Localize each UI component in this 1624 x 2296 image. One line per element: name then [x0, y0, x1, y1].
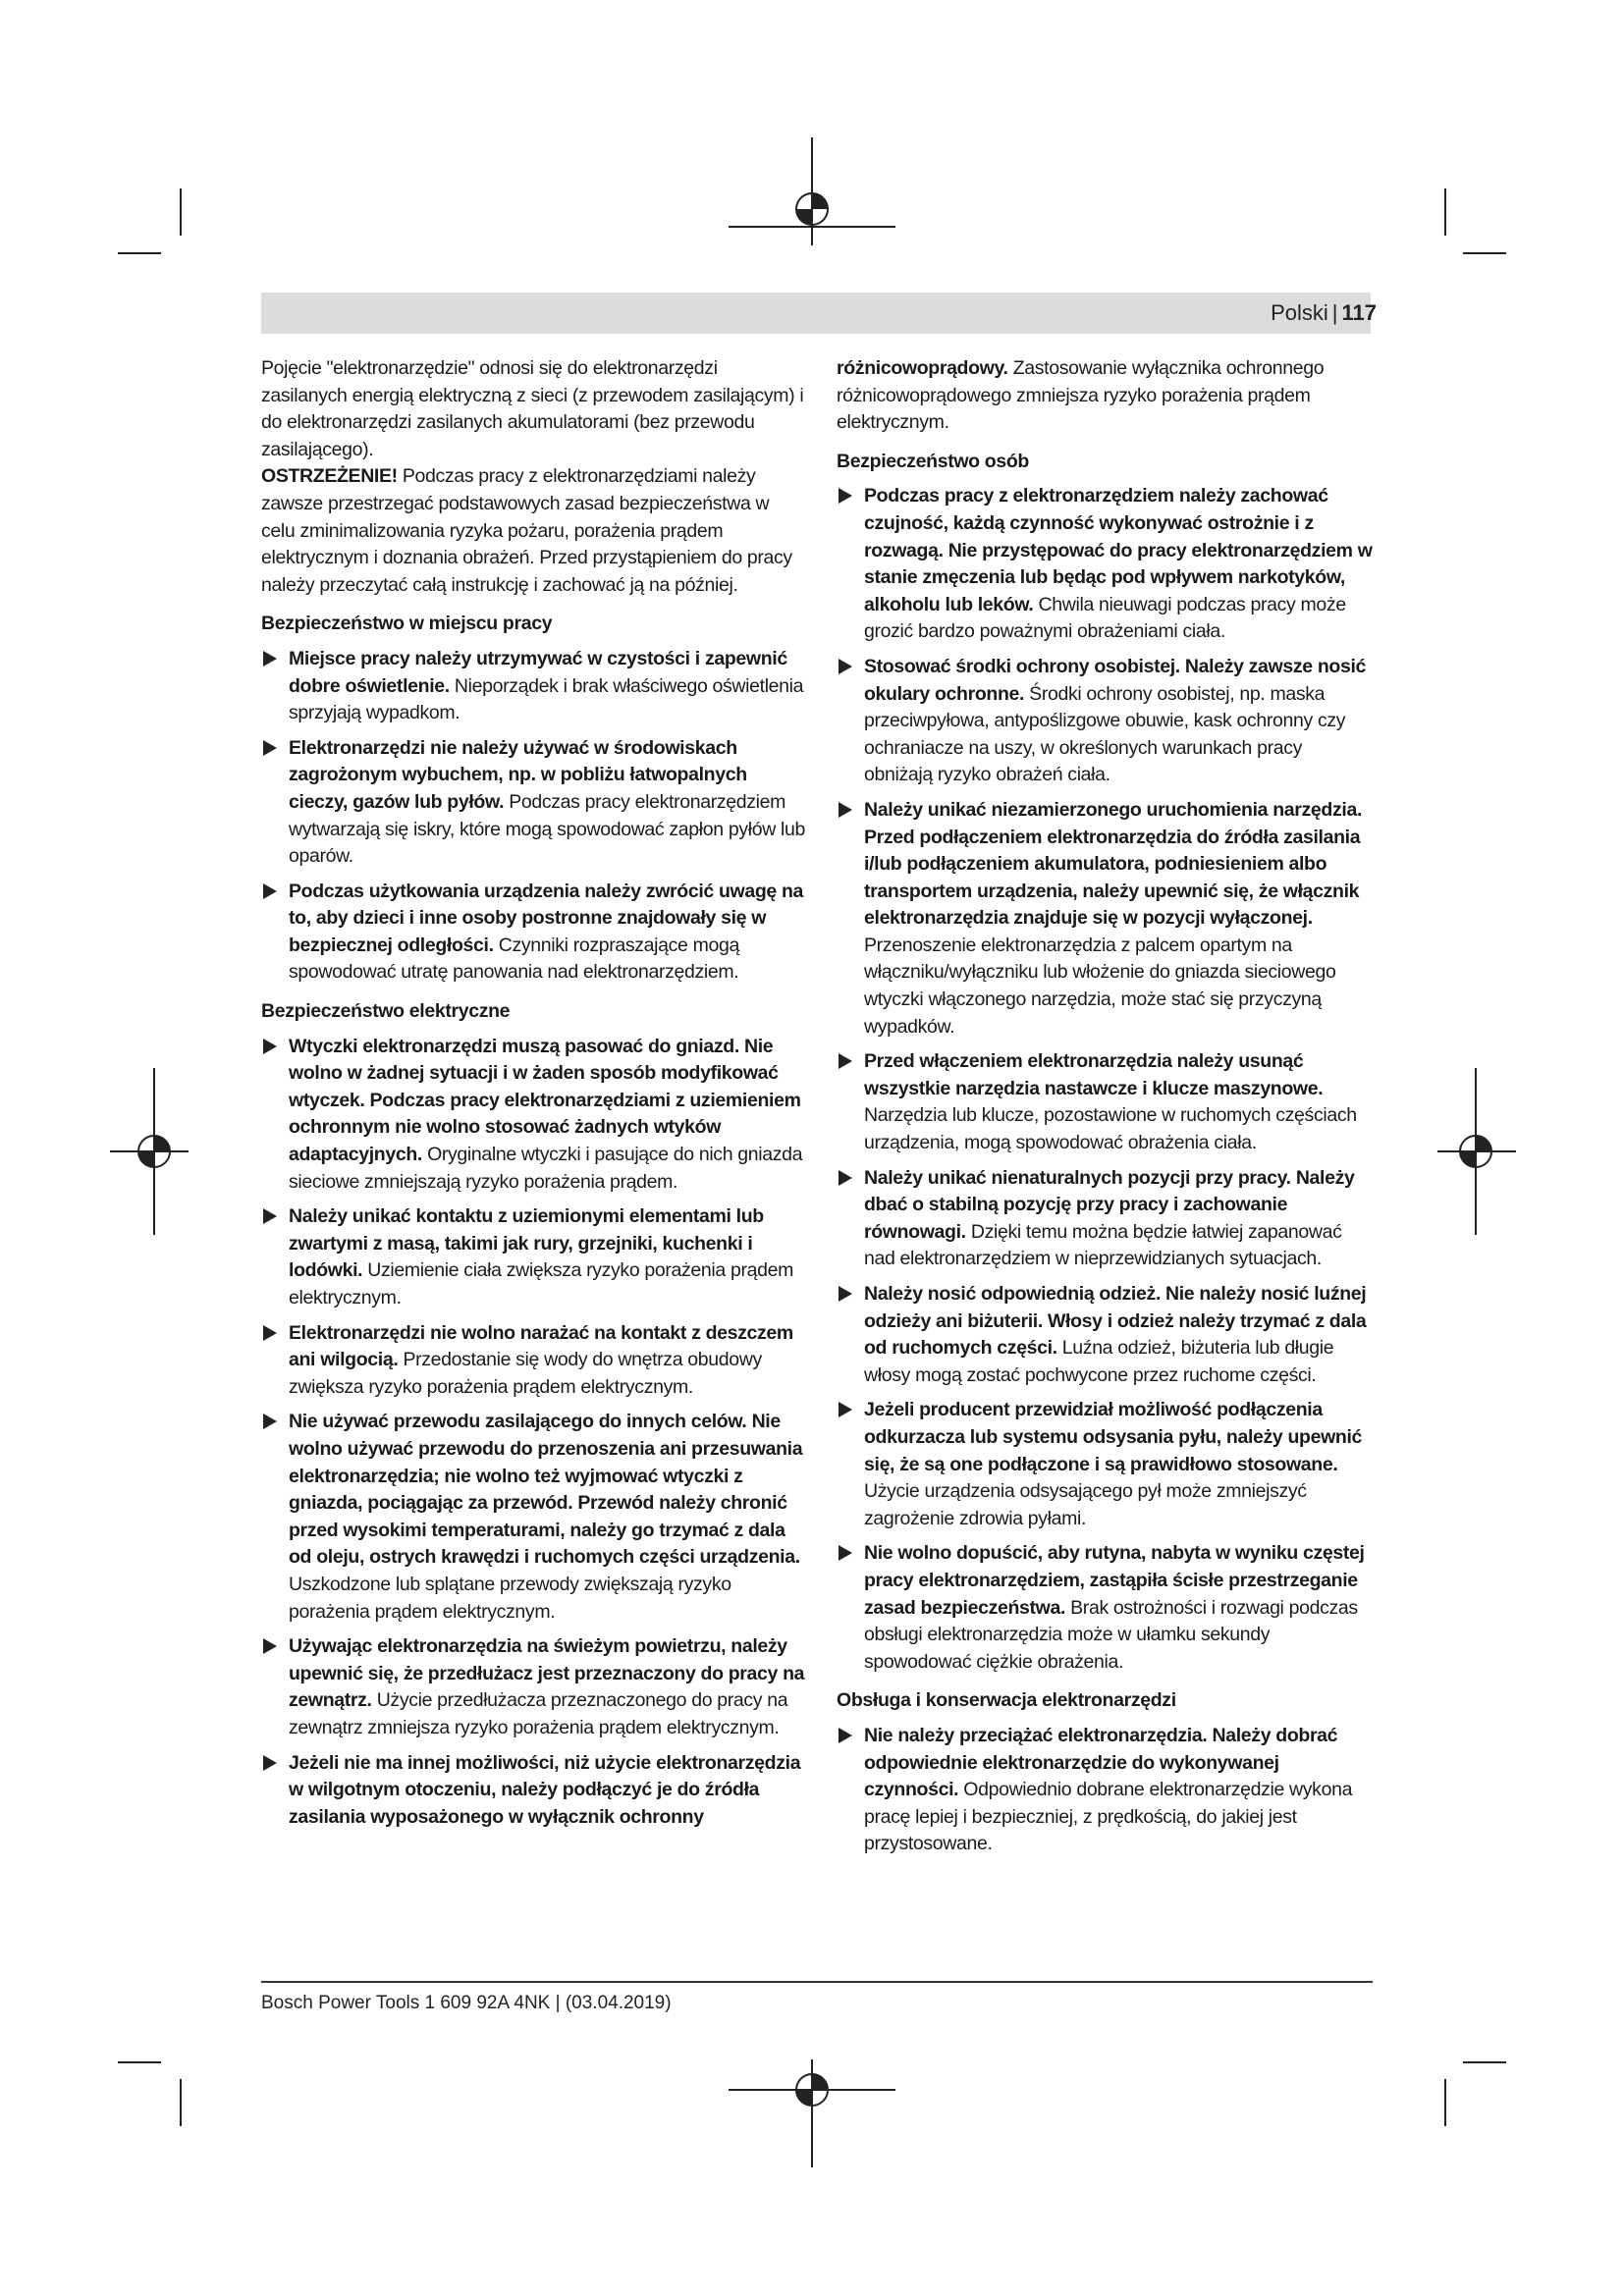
item-text: Czynniki rozpraszające mogą spowodować utratę panowania nad elektronarzędziem. — [289, 934, 739, 984]
warning-text: Podczas pracy z elektronarzędziami należy zawsze przestrzegać podstawowych zasad bezpieczeństwa w celu zminimalizowania ryzyka pożaru, porażenia prądem elektrycznym i doznania obrażeń. Przed przystąpieniem do pracy należy przeczytać całą instrukcję i zachować ją na później. — [261, 465, 792, 596]
page-number: 117 — [1341, 300, 1377, 325]
section-title-electrical: Bezpieczeństwo elektryczne — [261, 1000, 511, 1023]
section-electrical-list — [261, 1034, 806, 1832]
item-bold-text: Podczas pracy z elektronarzędziem należy zachować czujność, każdą czynność wykonywać ostrożnie i z rozwagą. Nie przystępować do pracy elektronarzędziem w stanie zmęczenia lub będąc pod wpływem narkotyków, alkoholu lub leków. — [864, 485, 1373, 615]
bullet-triangle-icon — [263, 651, 277, 667]
warning-paragraph — [261, 463, 806, 599]
bullet-triangle-icon — [839, 802, 852, 818]
item-bold-text: Miejsce pracy należy utrzymywać w czystości i zapewnić dobre oświetlenie. — [289, 647, 787, 697]
item-bold-text: Wtyczki elektronarzędzi muszą pasować do gniazd. Nie wolno w żadnej sytuacji i w żaden sposób modyfikować wtyczek. Podczas pracy elektronarzędziami z uziemieniem ochronnym nie wolno stosować żadnych wtyków adaptacyjnych. — [289, 1035, 801, 1166]
item-bold-text: Należy unikać niezamierzonego uruchomienia narzędzia. Przed podłączeniem elektronarzędzia do źródła zasilania i/lub podłączeniem akumulatora, podniesieniem albo transportem urządzenia, należy upewnić się, że włącznik elektronarzędzia znajduje się w pozycji wyłączonej. — [864, 798, 1363, 930]
warning-label: OSTRZEŻENIE! — [261, 465, 398, 488]
bullet-triangle-icon — [263, 740, 277, 756]
header-bar — [261, 293, 1371, 334]
continuation-bold: różnicowoprądowy. — [837, 357, 1008, 379]
list-item — [837, 1540, 1373, 1676]
list-item — [837, 483, 1373, 646]
list-item — [261, 1320, 806, 1402]
bullet-triangle-icon — [263, 1039, 277, 1054]
list-item — [837, 1397, 1373, 1532]
list-item — [837, 654, 1373, 789]
bullet-triangle-icon — [839, 1286, 852, 1302]
continuation-paragraph — [837, 355, 1373, 437]
item-bold-text: Stosować środki ochrony osobistej. Należy zawsze nosić okulary ochronne. — [864, 655, 1367, 705]
item-text: Odpowiednio dobrane elektronarzędzie wykona pracę lepiej i bezpieczniej, z prędkością, do jakiej jest przystosowane. — [864, 1779, 1353, 1855]
section-maintenance-list — [837, 1723, 1373, 1858]
list-item — [261, 1633, 806, 1741]
item-text: Podczas pracy elektronarzędziem wytwarzają się iskry, które mogą spowodować zapłon pyłów lub oparów. — [289, 790, 805, 868]
list-item — [261, 1750, 806, 1832]
bullet-triangle-icon — [839, 659, 852, 674]
bullet-triangle-icon — [839, 1170, 852, 1186]
list-item — [261, 879, 806, 987]
item-bold-text: Przed włączeniem elektronarzędzia należy usunąć wszystkie narzędzia nastawcze i klucze maszynowe. — [864, 1050, 1324, 1099]
item-bold-text: Jeżeli nie ma innej możliwości, niż użycie elektronarzędzia w wilgotnym otoczeniu, należy podłączyć je do źródła zasilania wyposażonego w wyłącznik ochronny — [289, 1751, 801, 1828]
section-title-workplace: Bezpieczeństwo w miejscu pracy — [261, 613, 553, 635]
list-item — [837, 1723, 1373, 1858]
item-text: Przenoszenie elektronarzędzia z palcem opartym na włączniku/wyłączniku lub włożenie do gniazda sieciowego wtyczki włączonego narzędzia, może stać się przyczyną wypadków. — [864, 934, 1336, 1038]
item-text: Dzięki temu można będzie łatwiej zapanować nad elektronarzędziem w nieprzewidzianych sytuacjach. — [864, 1220, 1342, 1270]
footer-rule — [261, 1981, 1373, 1983]
list-item — [837, 1165, 1373, 1273]
item-text: Nieporządek i brak właściwego oświetlenia sprzyjają wypadkom. — [289, 674, 804, 724]
list-item — [261, 1034, 806, 1197]
footer-text: Bosch Power Tools 1 609 92A 4NK | (03.04.2019) — [261, 1993, 672, 2013]
bullet-triangle-icon — [839, 1545, 852, 1561]
bullet-triangle-icon — [263, 1325, 277, 1341]
item-text: Brak ostrożności i rozwagi podczas obsługi elektronarzędzia może w ułamku sekundy spowodować ciężkie obrażenia. — [864, 1596, 1358, 1673]
item-text: Luźna odzież, biżuteria lub długie włosy mogą zostać pochwycone przez ruchome części. — [864, 1337, 1334, 1386]
item-text: Chwila nieuwagi podczas pracy może grozić bardzo poważnymi obrażeniami ciała. — [864, 593, 1346, 643]
section-workplace-list — [261, 646, 806, 987]
item-bold-text: Należy unikać nienaturalnych pozycji przy pracy. Należy dbać o stabilną pozycję przy pracy i zachowanie równowagi. — [864, 1166, 1355, 1243]
item-bold-text: Nie należy przeciążać elektronarzędzia. Należy dobrać odpowiednie elektronarzędzie do wykonywanej czynności. — [864, 1724, 1338, 1801]
bullet-triangle-icon — [839, 1728, 852, 1743]
continuation-text: Zastosowanie wyłącznika ochronnego różnicowoprądowego zmniejsza ryzyko porażenia prądem elektrycznym. — [837, 357, 1325, 434]
right-column — [837, 355, 1373, 1858]
section-title-personal: Bezpieczeństwo osób — [837, 450, 1029, 472]
item-text: Uszkodzone lub splątane przewody zwiększają ryzyko porażenia prądem elektrycznym. — [289, 1573, 731, 1623]
section-personal-list — [837, 483, 1373, 1676]
bullet-triangle-icon — [839, 1402, 852, 1417]
intro-paragraph: Pojęcie "elektronarzędzie" odnosi się do elektronarzędzi zasilanych energią elektryczną z sieci (z przewodem zasilającym) i do elektronarzędzi zasilanych akumulatorami (bez przewodu zasilającego). — [261, 357, 804, 460]
item-bold-text: Elektronarzędzi nie należy używać w środowiskach zagrożonym wybuchem, np. w pobliżu łatwopalnych cieczy, gazów lub pyłów. — [289, 736, 747, 813]
item-text: Użycie przedłużacza przeznaczonego do pracy na zewnątrz zmniejsza ryzyko porażenia prądem elektrycznym. — [289, 1689, 788, 1738]
page-header — [1271, 298, 1377, 328]
bullet-triangle-icon — [263, 1208, 277, 1224]
bullet-triangle-icon — [263, 1414, 277, 1429]
bullet-triangle-icon — [263, 1755, 277, 1771]
list-item — [837, 1048, 1373, 1156]
list-item — [261, 735, 806, 871]
header-language: Polski — [1271, 300, 1328, 325]
crosshair-target-icon — [135, 1133, 173, 1170]
list-item — [261, 1203, 806, 1311]
bullet-triangle-icon — [839, 1053, 852, 1069]
item-bold-text: Podczas użytkowania urządzenia należy zwrócić uwagę na to, aby dzieci i inne osoby postronne znajdowały się w bezpiecznej odległości. — [289, 880, 804, 956]
crosshair-target-icon — [793, 2071, 831, 2109]
bullet-triangle-icon — [839, 488, 852, 504]
list-item — [261, 646, 806, 727]
item-bold-text: Należy nosić odpowiednią odzież. Nie należy nosić luźnej odzieży ani biżuterii. Włosy i odzież należy trzymać z dala od ruchomych części. — [864, 1283, 1367, 1360]
header-separator: | — [1331, 300, 1338, 325]
item-bold-text: Używając elektronarzędzia na świeżym powietrzu, należy upewnić się, że przedłużacz jest przeznaczony do pracy na zewnątrz. — [289, 1635, 805, 1712]
left-column — [261, 355, 806, 1831]
crosshair-target-icon — [793, 190, 831, 228]
item-text: Uziemienie ciała zwiększa ryzyko porażenia prądem elektrycznym. — [289, 1259, 793, 1308]
item-bold-text: Elektronarzędzi nie wolno narażać na kontakt z deszczem ani wilgocią. — [289, 1321, 793, 1371]
item-text: Użycie urządzenia odsysającego pył może zmniejszyć zagrożenie zdrowia pyłami. — [864, 1480, 1307, 1529]
item-text: Środki ochrony osobistej, np. maska przeciwpyłowa, antypoślizgowe obuwie, kask ochronny czy ochraniacze na uszy, w określonych warunkach pracy obniżają ryzyko obrażeń ciała. — [864, 682, 1346, 786]
bullet-triangle-icon — [263, 883, 277, 899]
bullet-triangle-icon — [263, 1638, 277, 1654]
item-text: Narzędzia lub klucze, pozostawione w ruchomych częściach urządzenia, mogą spowodować obrażenia ciała. — [864, 1104, 1357, 1154]
list-item — [261, 1409, 806, 1626]
item-bold-text: Nie używać przewodu zasilającego do innych celów. Nie wolno używać przewodu do przenoszenia ani przesuwania elektronarzędzia; nie wolno też wyjmować wtyczki z gniazda, pociągając za przewód. Przewód należy chronić przed wysokimi temperaturami, należy go trzymać z dala od oleju, ostrych krawędzi i ruchomych części urządzenia. — [289, 1411, 803, 1569]
item-bold-text: Należy unikać kontaktu z uziemionymi elementami lub zwartymi z masą, takimi jak rury, grzejniki, kuchenki i lodówki. — [289, 1205, 764, 1282]
list-item — [837, 1281, 1373, 1389]
section-title-maintenance: Obsługa i konserwacja elektronarzędzi — [837, 1689, 1176, 1712]
item-text: Przedostanie się wody do wnętrza obudowy zwiększa ryzyko porażenia prądem elektrycznym. — [289, 1349, 762, 1398]
list-item — [837, 797, 1373, 1041]
item-bold-text: Jeżeli producent przewidział możliwość podłączenia odkurzacza lub systemu odsysania pyłu, należy upewnić się, że są one podłączone i są prawidłowo stosowane. — [864, 1399, 1363, 1475]
crosshair-target-icon — [1457, 1133, 1494, 1170]
item-bold-text: Nie wolno dopuścić, aby rutyna, nabyta w wyniku częstej pracy elektronarzędziem, zastąpiła ścisłe przestrzeganie zasad bezpieczeństwa. — [864, 1542, 1365, 1619]
item-text: Oryginalne wtyczki i pasujące do nich gniazda sieciowe zmniejszają ryzyko porażenia prądem. — [289, 1144, 803, 1193]
